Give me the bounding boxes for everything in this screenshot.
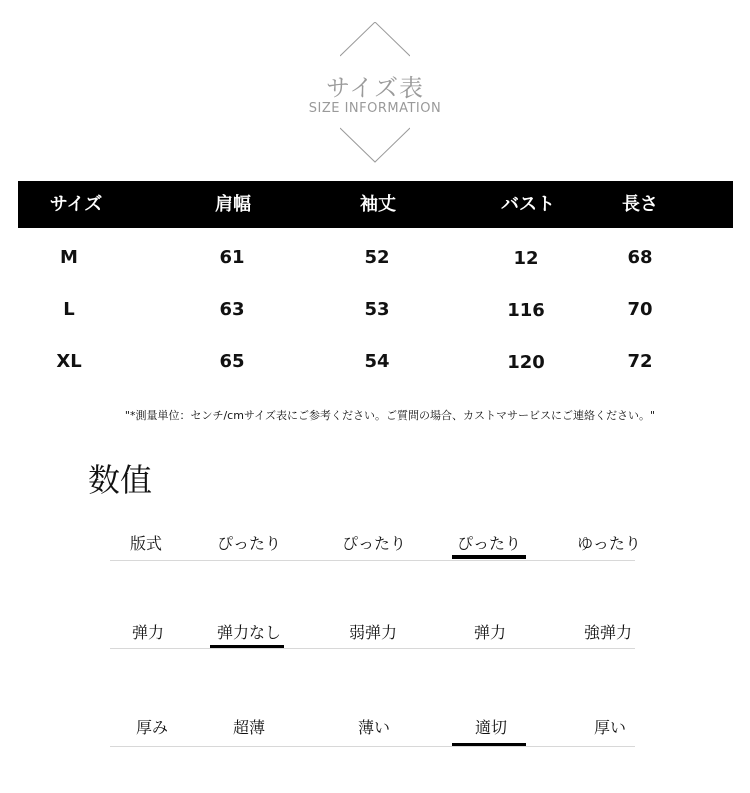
table-cell: 61 [219,247,245,268]
thickness-option-selected: 適切 [474,718,507,737]
size-chart-subtitle: SIZE INFORMATION [308,101,442,116]
divider [110,746,635,747]
thickness-option: 厚い [593,718,626,737]
table-cell: 116 [507,300,545,321]
column-header-size: サイズ [49,194,103,215]
table-cell: 54 [364,351,390,372]
column-header-bust: バスト [501,194,555,215]
fit-option-selected: ぴったり [456,534,521,553]
attributes-title: 数值 [88,461,153,499]
thickness-option: 薄い [357,718,390,737]
fit-option: ぴったり [341,534,406,553]
attribute-label-thickness: 厚み [135,718,168,737]
column-header-length: 長さ [622,194,658,215]
table-cell: XL [56,351,82,372]
table-cell: L [63,299,75,320]
table-cell: M [60,247,78,268]
table-cell: 120 [507,352,545,373]
elasticity-option-selected: 弹力なし [216,623,281,642]
table-cell: 72 [627,351,653,372]
elasticity-option: 強弹力 [583,623,632,642]
measurement-note: "*測量単位：センチ/cmサイズ表にご参考ください。ご質問の場合、カストマサービスにご連絡ください。" [124,409,656,422]
column-header-shoulder: 肩幅 [215,194,251,215]
table-cell: 53 [364,299,390,320]
divider [110,560,635,561]
table-cell: 65 [219,351,245,372]
attribute-label-fit: 版式 [129,534,162,553]
selection-indicator [452,555,526,559]
fit-option: ぴったり [216,534,281,553]
table-cell: 68 [627,247,653,268]
column-header-sleeve: 袖丈 [360,194,396,215]
table-cell: 52 [364,247,390,268]
elasticity-option: 弹力 [473,623,506,642]
attribute-label-elasticity: 弹力 [131,623,164,642]
table-cell: 63 [219,299,245,320]
size-chart-title: サイズ表 [325,74,425,102]
fit-option: ゆったり [577,534,641,553]
divider [110,648,635,649]
thickness-option: 超薄 [232,718,265,737]
table-cell: 12 [513,248,539,269]
elasticity-option: 弱弹力 [348,623,397,642]
table-cell: 70 [627,299,653,320]
size-table-header [18,181,733,228]
